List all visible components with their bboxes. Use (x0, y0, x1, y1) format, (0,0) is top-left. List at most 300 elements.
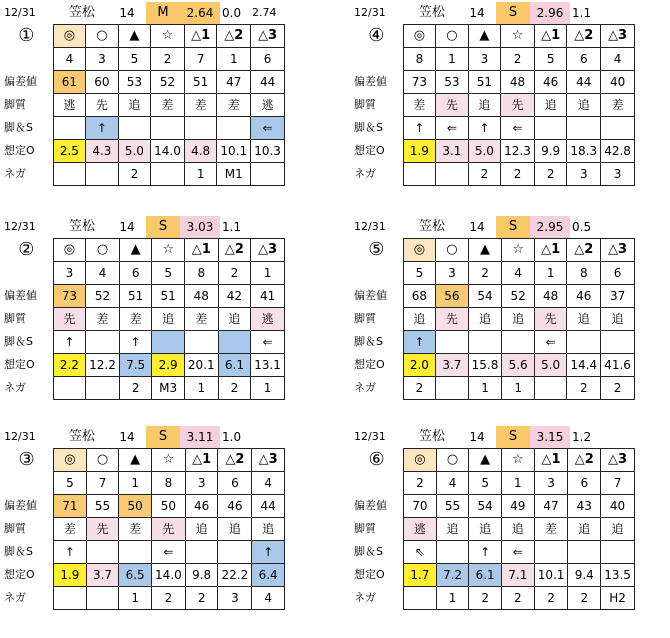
cell-marks: ◎ (54, 449, 87, 472)
header-place: 笠松 (418, 219, 445, 234)
cell-horse: 4 (601, 48, 635, 71)
cell-horse: 1 (501, 472, 534, 495)
cell-ashi: ⇐ (251, 117, 285, 140)
cell-hensachi: 73 (403, 71, 436, 94)
header-runners: 14 (119, 430, 135, 444)
row-kyakushitsu (0, 308, 285, 331)
cell-hensachi: 40 (601, 71, 635, 94)
cell-souteio: 5.0 (118, 140, 151, 163)
cell-horse: 4 (86, 262, 120, 285)
cell-ashi: ⇐ (251, 331, 285, 354)
row-horse (0, 262, 285, 285)
row-marks (0, 239, 285, 262)
cell-souteio: 4.3 (86, 140, 119, 163)
cell-souteio: 18.3 (567, 140, 601, 163)
cell-marks: ▲ (118, 25, 151, 48)
cell-nega: 4 (252, 587, 285, 610)
cell-hensachi: 54 (469, 495, 502, 518)
cell-nega: 1 (436, 587, 469, 610)
race-table (0, 24, 285, 186)
cell-hensachi: 60 (86, 71, 119, 94)
cell-kyakushitsu: 差 (119, 518, 152, 541)
cell-nega: 2 (501, 163, 535, 186)
race-panel-2 (0, 214, 285, 395)
cell-ashi (86, 331, 120, 354)
cell-souteio: 2.5 (53, 140, 86, 163)
cell-horse: 8 (567, 262, 601, 285)
cell-marks: △2 (568, 449, 601, 472)
cell-souteio: 15.8 (468, 354, 502, 377)
cell-souteio: 9.4 (568, 564, 601, 587)
cell-ashi (119, 541, 152, 564)
row-marks (0, 25, 285, 48)
row-label-hensachi: 偏差値 (354, 75, 387, 88)
cell-marks: ◎ (403, 25, 436, 48)
header-extra2: 2.74 (252, 6, 277, 19)
cell-horse: 5 (54, 472, 87, 495)
row-ashi (0, 541, 285, 564)
header-date: 12/31 (354, 6, 386, 19)
cell-nega: 2 (469, 587, 502, 610)
row-souteio (0, 564, 285, 587)
cell-hensachi: 46 (218, 495, 252, 518)
cell-souteio: 5.0 (468, 140, 501, 163)
cell-horse: 8 (403, 48, 436, 71)
cell-hensachi: 48 (534, 285, 567, 308)
cell-nega: 3 (218, 587, 252, 610)
cell-horse: 3 (468, 48, 501, 71)
cell-ashi (436, 541, 469, 564)
cell-kyakushitsu: 追 (118, 94, 151, 117)
cell-horse: 5 (534, 48, 567, 71)
row-marks (350, 239, 635, 262)
row-kyakushitsu (350, 308, 635, 331)
header-odds: 3.03 (180, 216, 220, 238)
row-hensachi (0, 495, 285, 518)
race-number: ④ (368, 25, 385, 46)
cell-ashi: ↑ (252, 541, 285, 564)
cell-souteio: 1.9 (403, 140, 436, 163)
row-ashi (0, 331, 285, 354)
row-ashi (350, 117, 635, 140)
cell-souteio: 3.7 (86, 564, 119, 587)
cell-hensachi: 55 (436, 495, 469, 518)
cell-ashi (218, 331, 251, 354)
cell-ashi: ↑ (469, 541, 502, 564)
header-odds: 2.96 (530, 2, 570, 24)
row-souteio (350, 564, 635, 587)
cell-marks: △1 (184, 25, 217, 48)
cell-nega: 2 (601, 377, 635, 400)
cell-marks: △3 (601, 449, 635, 472)
cell-horse: 3 (436, 262, 469, 285)
header-extra2 (602, 216, 634, 238)
header-odds: 2.64 (180, 2, 220, 24)
row-label-kyakushitsu: 脚質 (354, 312, 376, 325)
cell-ashi (184, 331, 218, 354)
cell-hensachi: 42 (218, 285, 251, 308)
row-label-empty (350, 472, 404, 495)
cell-nega: 2 (468, 163, 501, 186)
cell-hensachi: 54 (468, 285, 502, 308)
cell-kyakushitsu: 逃 (404, 518, 437, 541)
cell-nega (53, 377, 86, 400)
header-ba: S (496, 2, 530, 24)
race-table (350, 24, 635, 186)
cell-ashi: ↑ (86, 117, 119, 140)
cell-souteio: 7.1 (501, 564, 534, 587)
cell-souteio: 13.1 (251, 354, 285, 377)
row-nega (350, 587, 635, 610)
cell-kyakushitsu: 差 (86, 308, 120, 331)
row-nega (0, 163, 285, 186)
cell-ashi (53, 117, 86, 140)
row-label-hensachi: 偏差値 (4, 75, 37, 88)
cell-nega (86, 163, 119, 186)
row-hensachi (350, 495, 635, 518)
cell-kyakushitsu: 差 (217, 94, 251, 117)
race-table (0, 238, 285, 400)
cell-nega (54, 587, 87, 610)
cell-souteio: 1.7 (404, 564, 437, 587)
cell-horse: 5 (403, 262, 436, 285)
cell-nega (53, 163, 86, 186)
cell-horse: 5 (152, 262, 185, 285)
cell-hensachi: 51 (184, 71, 217, 94)
header-extra: 1.1 (572, 6, 592, 20)
cell-souteio: 4.8 (184, 140, 217, 163)
cell-nega: 2 (151, 587, 185, 610)
cell-souteio: 14.0 (151, 564, 185, 587)
cell-souteio: 7.2 (436, 564, 469, 587)
row-label-ashi: 脚＆S (4, 545, 33, 558)
cell-hensachi: 41 (251, 285, 285, 308)
cell-horse: 4 (436, 472, 469, 495)
row-label-souteio: 想定O (4, 568, 35, 581)
cell-ashi: ⇖ (404, 541, 437, 564)
cell-marks: △3 (601, 25, 635, 48)
header-date: 12/31 (354, 220, 386, 233)
cell-horse: 3 (86, 48, 119, 71)
cell-souteio: 14.4 (567, 354, 601, 377)
cell-souteio: 20.1 (184, 354, 218, 377)
row-kyakushitsu (350, 94, 635, 117)
cell-hensachi: 56 (436, 285, 469, 308)
cell-hensachi: 44 (251, 71, 285, 94)
cell-horse: 7 (86, 472, 119, 495)
cell-kyakushitsu: 追 (601, 308, 635, 331)
cell-horse: 5 (118, 48, 151, 71)
row-label-empty (0, 262, 53, 285)
row-label-ashi: 脚＆S (4, 335, 33, 348)
cell-marks: △3 (601, 239, 635, 262)
cell-hensachi: 43 (568, 495, 601, 518)
row-label-empty (350, 262, 403, 285)
row-label-empty (0, 48, 53, 71)
cell-souteio: 42.8 (601, 140, 635, 163)
row-horse (0, 472, 285, 495)
cell-souteio: 10.1 (534, 564, 568, 587)
cell-ashi: ↑ (54, 541, 87, 564)
cell-marks: ○ (436, 25, 469, 48)
cell-kyakushitsu: 追 (469, 518, 502, 541)
row-label-hensachi: 偏差値 (354, 499, 387, 512)
cell-marks: ▲ (469, 449, 502, 472)
cell-nega: 2 (118, 163, 151, 186)
row-label-souteio: 想定O (4, 144, 35, 157)
row-label-ashi: 脚＆S (354, 545, 383, 558)
cell-souteio: 6.1 (469, 564, 502, 587)
cell-hensachi: 53 (436, 71, 469, 94)
row-hensachi (0, 285, 285, 308)
header-place: 笠松 (418, 429, 445, 444)
race-number: ① (18, 25, 35, 46)
cell-kyakushitsu: 追 (185, 518, 218, 541)
row-label-souteio: 想定O (4, 358, 35, 371)
cell-ashi: ↑ (403, 331, 436, 354)
cell-marks: ☆ (501, 449, 534, 472)
cell-horse: 4 (53, 48, 86, 71)
cell-ashi: ⇐ (436, 117, 469, 140)
cell-ashi (185, 541, 218, 564)
cell-horse: 2 (501, 48, 535, 71)
cell-nega: 1 (119, 587, 152, 610)
race-panel-6 (350, 424, 635, 605)
cell-kyakushitsu: 逃 (251, 308, 285, 331)
cell-kyakushitsu: 追 (403, 308, 436, 331)
header-date: 12/31 (4, 430, 36, 443)
cell-ashi (118, 117, 151, 140)
cell-hensachi: 46 (185, 495, 218, 518)
cell-marks: ▲ (468, 25, 501, 48)
header-extra: 0.0 (222, 6, 242, 20)
race-table (0, 448, 285, 610)
cell-marks: ☆ (151, 449, 185, 472)
row-ashi (350, 541, 635, 564)
cell-marks: △2 (217, 25, 251, 48)
cell-hensachi: 55 (86, 495, 119, 518)
cell-souteio: 2.9 (152, 354, 185, 377)
cell-kyakushitsu: 差 (151, 94, 185, 117)
cell-hensachi: 37 (601, 285, 635, 308)
cell-horse: 6 (567, 48, 601, 71)
row-ashi (350, 331, 635, 354)
cell-ashi: ↑ (119, 331, 152, 354)
cell-horse: 1 (119, 472, 152, 495)
cell-ashi (567, 331, 601, 354)
cell-marks: ◎ (53, 25, 86, 48)
cell-ashi: ↑ (403, 117, 436, 140)
cell-ashi: ⇐ (501, 117, 535, 140)
race-header (0, 0, 285, 24)
cell-marks: △2 (567, 25, 601, 48)
cell-marks: ○ (436, 449, 469, 472)
cell-nega (251, 163, 285, 186)
row-nega (0, 377, 285, 400)
row-label-nega: ネガ (354, 591, 376, 604)
cell-marks: △1 (184, 239, 218, 262)
cell-marks: ☆ (151, 25, 185, 48)
row-horse (350, 262, 635, 285)
cell-marks: △1 (185, 449, 218, 472)
header-extra2 (602, 426, 634, 448)
row-label-hensachi: 偏差値 (354, 289, 387, 302)
cell-marks: △3 (252, 449, 285, 472)
row-label-kyakushitsu: 脚質 (354, 522, 376, 535)
header-runners: 14 (119, 6, 135, 20)
cell-nega: 1 (502, 377, 535, 400)
header-runners: 14 (469, 220, 485, 234)
cell-souteio: 12.3 (501, 140, 535, 163)
cell-ashi (217, 117, 251, 140)
cell-horse: 8 (184, 262, 218, 285)
cell-marks: ○ (86, 449, 119, 472)
header-ba: M (146, 2, 180, 24)
cell-marks: △1 (534, 25, 567, 48)
cell-nega: 1 (468, 377, 502, 400)
row-label-kyakushitsu: 脚質 (4, 522, 26, 535)
race-header (350, 214, 635, 238)
cell-nega: M3 (152, 377, 185, 400)
cell-souteio: 5.6 (502, 354, 535, 377)
cell-kyakushitsu: 差 (54, 518, 87, 541)
cell-ashi: ↑ (53, 331, 86, 354)
cell-hensachi: 47 (534, 495, 568, 518)
cell-horse: 6 (568, 472, 601, 495)
cell-nega (151, 163, 185, 186)
row-kyakushitsu (0, 518, 285, 541)
race-header (0, 424, 285, 448)
cell-ashi: ⇐ (151, 541, 185, 564)
cell-hensachi: 40 (601, 495, 635, 518)
header-date: 12/31 (4, 6, 36, 19)
cell-souteio: 9.8 (185, 564, 218, 587)
header-odds: 2.95 (530, 216, 570, 238)
cell-souteio: 13.5 (601, 564, 635, 587)
row-marks (350, 449, 635, 472)
cell-ashi: ⇐ (501, 541, 534, 564)
cell-hensachi: 46 (534, 71, 567, 94)
cell-hensachi: 52 (502, 285, 535, 308)
row-souteio (350, 354, 635, 377)
header-runners: 14 (119, 220, 135, 234)
cell-hensachi: 44 (252, 495, 285, 518)
cell-kyakushitsu: 差 (534, 518, 568, 541)
race-table (350, 448, 635, 610)
header-date: 12/31 (4, 220, 36, 233)
cell-horse: 3 (534, 472, 568, 495)
cell-hensachi: 47 (217, 71, 251, 94)
cell-hensachi: 52 (86, 285, 120, 308)
cell-horse: 1 (436, 48, 469, 71)
row-label-nega: ネガ (354, 381, 376, 394)
row-hensachi (350, 71, 635, 94)
cell-souteio: 12.2 (86, 354, 120, 377)
row-horse (0, 48, 285, 71)
row-souteio (0, 140, 285, 163)
row-label-empty (350, 48, 403, 71)
cell-marks: ◎ (53, 239, 86, 262)
cell-marks: △2 (218, 449, 252, 472)
row-label-nega: ネガ (4, 167, 26, 180)
cell-horse: 2 (404, 472, 437, 495)
cell-ashi (218, 541, 252, 564)
row-label-kyakushitsu: 脚質 (4, 312, 26, 325)
cell-marks: △2 (218, 239, 251, 262)
race-number: ② (18, 239, 35, 260)
cell-kyakushitsu: 追 (436, 518, 469, 541)
cell-marks: △1 (534, 449, 568, 472)
cell-nega (86, 377, 120, 400)
header-place: 笠松 (418, 5, 445, 20)
row-label-nega: ネガ (4, 591, 26, 604)
cell-souteio: 14.0 (151, 140, 185, 163)
cell-souteio: 3.7 (436, 354, 469, 377)
cell-horse: 6 (601, 262, 635, 285)
row-label-kyakushitsu: 脚質 (354, 98, 376, 111)
cell-souteio: 10.3 (251, 140, 285, 163)
cell-horse: 2 (218, 262, 251, 285)
row-nega (350, 377, 635, 400)
cell-marks: △3 (251, 239, 285, 262)
cell-ashi (468, 331, 502, 354)
cell-nega (403, 163, 436, 186)
cell-marks: ◎ (404, 449, 437, 472)
cell-hensachi: 68 (403, 285, 436, 308)
row-kyakushitsu (350, 518, 635, 541)
cell-marks: ☆ (152, 239, 185, 262)
cell-nega: 1 (184, 377, 218, 400)
cell-souteio: 9.9 (534, 140, 567, 163)
cell-nega (86, 587, 119, 610)
cell-marks: △2 (567, 239, 601, 262)
cell-souteio: 2.0 (403, 354, 436, 377)
cell-nega: 2 (185, 587, 218, 610)
header-ba: S (496, 216, 530, 238)
cell-hensachi: 51 (468, 71, 501, 94)
cell-kyakushitsu: 先 (53, 308, 86, 331)
row-label-hensachi: 偏差値 (4, 499, 37, 512)
cell-kyakushitsu: 追 (252, 518, 285, 541)
header-extra: 1.0 (222, 430, 242, 444)
cell-ashi: ↑ (468, 117, 501, 140)
cell-marks: ☆ (502, 239, 535, 262)
header-extra2 (602, 2, 634, 24)
cell-horse: 7 (184, 48, 217, 71)
row-label-empty (0, 472, 54, 495)
race-number: ⑤ (368, 239, 385, 260)
cell-kyakushitsu: 追 (568, 518, 601, 541)
cell-souteio: 41.6 (601, 354, 635, 377)
header-place: 笠松 (68, 429, 95, 444)
cell-horse: 6 (251, 48, 285, 71)
cell-nega: 2 (534, 587, 568, 610)
cell-nega (436, 163, 469, 186)
header-runners: 14 (469, 430, 485, 444)
race-table (350, 238, 635, 400)
row-label-hensachi: 偏差値 (4, 289, 37, 302)
cell-kyakushitsu: 先 (86, 94, 119, 117)
row-label-ashi: 脚＆S (4, 121, 33, 134)
cell-kyakushitsu: 差 (119, 308, 152, 331)
cell-hensachi: 51 (119, 285, 152, 308)
cell-hensachi: 50 (119, 495, 152, 518)
race-number: ⑥ (368, 449, 385, 470)
cell-horse: 1 (534, 262, 567, 285)
cell-ashi (436, 331, 469, 354)
cell-nega: 3 (601, 163, 635, 186)
cell-souteio: 6.1 (218, 354, 251, 377)
